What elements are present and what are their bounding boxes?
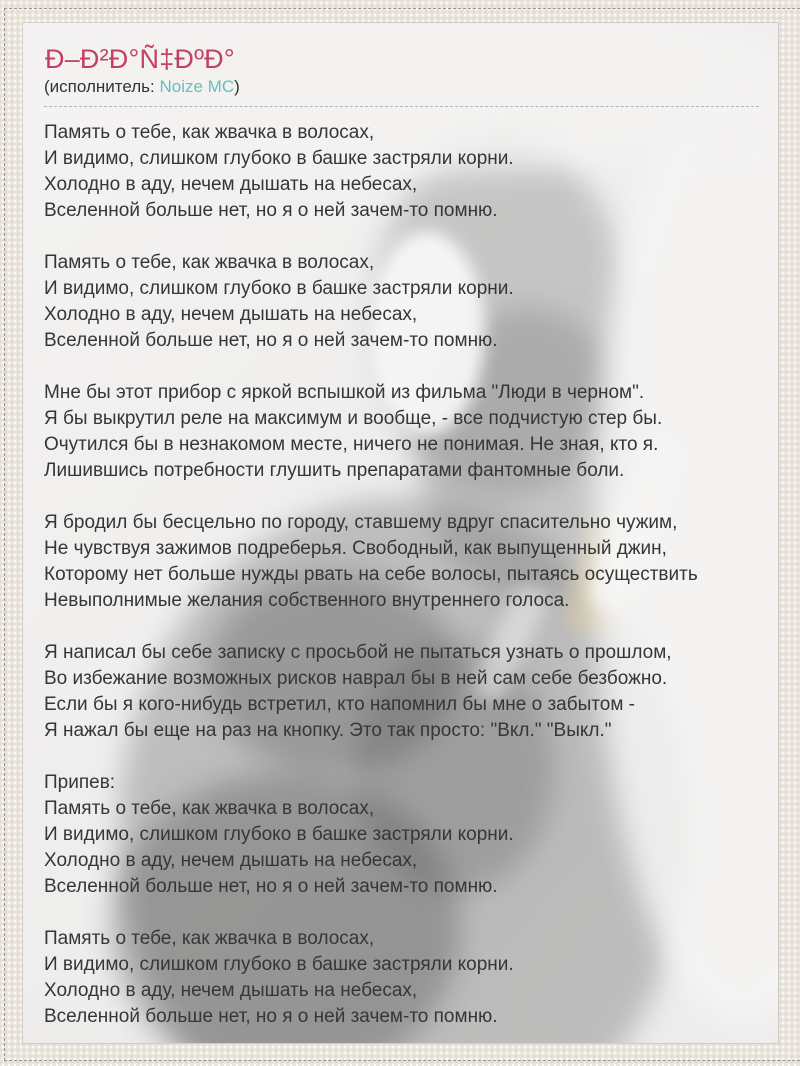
- lyrics-card: [22, 22, 779, 1044]
- lyrics-line: Я бы выкрутил реле на максимум и вообще, - все подчистую стер бы.: [44, 408, 663, 430]
- lyrics-line: Я нажал бы еще на раз на кнопку. Это так просто: "Вкл." "Выкл.": [44, 720, 612, 742]
- lyrics-line: Очутился бы в незнакомом месте, ничего не понимая. Не зная, кто я.: [44, 434, 659, 456]
- lyrics-line: Я бродил бы бесцельно по городу, ставшему вдруг спасительно чужим,: [44, 512, 678, 534]
- lyrics-paragraph: [44, 770, 759, 900]
- lyrics-line: Припев:: [44, 772, 116, 794]
- lyrics-line: Мне бы этот прибор с яркой вспышкой из фильма "Люди в черном".: [44, 382, 645, 404]
- lyrics-line: Если бы я кого-нибудь встретил, кто напомнил бы мне о забытом -: [44, 694, 635, 716]
- lyrics-line: Вселенной больше нет, но я о ней зачем-то помню.: [44, 876, 498, 898]
- lyrics-line: Вселенной больше нет, но я о ней зачем-то помню.: [44, 200, 498, 222]
- lyrics-line: Холодно в аду, нечем дышать на небесах,: [44, 850, 418, 872]
- lyrics-line: Память о тебе, как жвачка в волосах,: [44, 122, 375, 144]
- lyrics-text: [44, 120, 759, 1030]
- lyrics-line: Память о тебе, как жвачка в волосах,: [44, 928, 375, 950]
- lyrics-paragraph: [44, 640, 759, 744]
- lyrics-line: Невыполнимые желания собственного внутреннего голоса.: [44, 590, 570, 612]
- lyrics-line: Холодно в аду, нечем дышать на небесах,: [44, 304, 418, 326]
- lyrics-line: И видимо, слишком глубоко в башке застряли корни.: [44, 824, 514, 846]
- lyrics-paragraph: [44, 380, 759, 484]
- lyrics-line: Которому нет больше нужды рвать на себе волосы, пытаясь осуществить: [44, 564, 698, 586]
- lyrics-line: Холодно в аду, нечем дышать на небесах,: [44, 174, 418, 196]
- lyrics-paragraph: [44, 926, 759, 1030]
- lyrics-line: И видимо, слишком глубоко в башке застряли корни.: [44, 278, 514, 300]
- song-title: Ð–Ð²Ð°Ñ‡ÐºÐ°: [45, 44, 235, 74]
- lyrics-line: И видимо, слишком глубоко в башке застряли корни.: [44, 954, 514, 976]
- lyrics-paragraph: [44, 250, 759, 354]
- lyrics-paragraph: [44, 510, 759, 614]
- artist-link[interactable]: Noize MC: [159, 77, 235, 97]
- artist-line: [44, 77, 759, 107]
- artist-label-prefix: (исполнитель:: [44, 77, 160, 97]
- lyrics-line: Холодно в аду, нечем дышать на небесах,: [44, 980, 418, 1002]
- lyrics-line: Не чувствуя зажимов подреберья. Свободный, как выпущенный джин,: [44, 538, 667, 560]
- lyrics-line: Вселенной больше нет, но я о ней зачем-то помню.: [44, 330, 498, 352]
- lyrics-line: Вселенной больше нет, но я о ней зачем-то помню.: [44, 1006, 498, 1028]
- lyrics-paragraph: [44, 120, 759, 224]
- lyrics-line: Память о тебе, как жвачка в волосах,: [44, 798, 375, 820]
- artist-label-suffix: ): [234, 77, 240, 97]
- lyrics-line: Я написал бы себе записку с просьбой не пытаться узнать о прошлом,: [44, 642, 672, 664]
- card-content: [23, 23, 778, 1030]
- lyrics-line: И видимо, слишком глубоко в башке застряли корни.: [44, 148, 514, 170]
- lyrics-line: Лишившись потребности глушить препаратами фантомные боли.: [44, 460, 625, 482]
- lyrics-line: Во избежание возможных рисков наврал бы в ней сам себе безбожно.: [44, 668, 668, 690]
- lyrics-line: Память о тебе, как жвачка в волосах,: [44, 252, 375, 274]
